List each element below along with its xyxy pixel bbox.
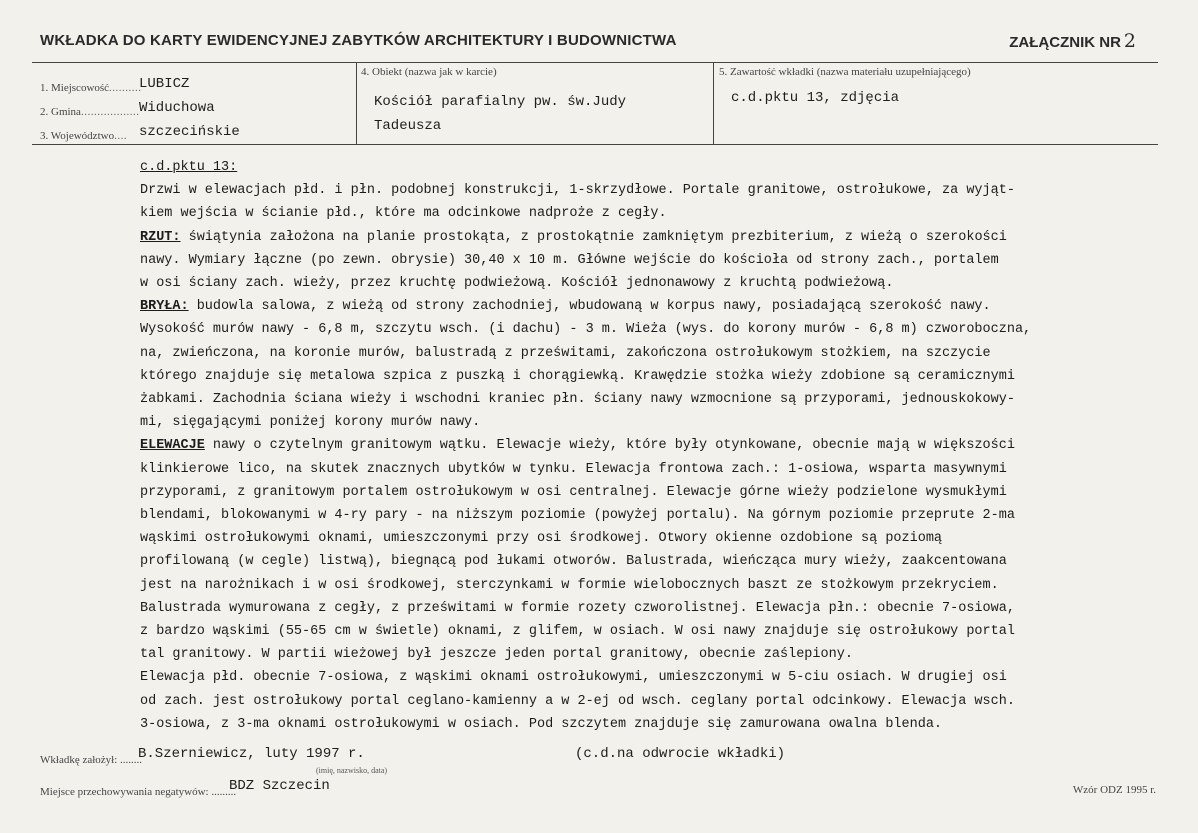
- locality-field: 1. Miejscowość..........: [40, 82, 142, 94]
- bryla-line: BRYŁA: budowla salowa, z wieżą od strony zachodniej, wbudowaną w korpus nawy, posiadającą szerokość nawy.: [140, 299, 991, 315]
- form-code: Wzór ODZ 1995 r.: [1072, 784, 1156, 796]
- commune-field: 2. Gmina..................: [40, 106, 140, 118]
- body-line: z bardzo wąskimi (55-65 cm w świetle) oknami, z glifem, w osiach. W osi nawy znajduje się ostrołukowy portal: [140, 624, 1015, 640]
- object-label: 4. Obiekt (nazwa jak w karcie): [361, 66, 497, 78]
- continued-note: (c.d.na odwrocie wkładki): [575, 746, 786, 762]
- negatives-label: Miejsce przechowywania negatywów:: [40, 786, 209, 798]
- body-line: profilowaną (w cegle) listwą), biegnącą pod łukami otworów. Balustrada, wieńcząca mury wieży, zaakcentowana: [140, 554, 1007, 570]
- author-label: Wkładkę założył:: [40, 754, 118, 766]
- voivodeship-field: 3. Województwo....: [40, 130, 128, 142]
- body-line: blendami, blokowanymi w 4-ry pary - na niższym poziomie (powyżej portalu). Na górnym poziomie przeprute 2-ma: [140, 508, 1015, 524]
- object-value-line-2: Tadeusza: [374, 118, 442, 134]
- column-divider-1: [356, 62, 357, 144]
- commune-label: 2. Gmina: [40, 106, 81, 118]
- elewacje-heading: ELEWACJE: [140, 438, 205, 454]
- body-line: wąskimi ostrołukowymi oknami, umieszczonymi przy osi środkowej. Otwory okienne ozdobione są poziomą: [140, 531, 943, 547]
- body-line: jest na narożnikach i w osi środkowej, sterczynkami w formie wielobocznych baszt ze stożkowym przekryciem.: [140, 577, 999, 593]
- top-divider: [32, 62, 1158, 63]
- negatives-value: BDZ Szczecin: [229, 778, 330, 794]
- voivodeship-label: 3. Województwo: [40, 130, 115, 142]
- body-line: mi, sięgającymi poniżej korony murów nawy.: [140, 415, 481, 431]
- body-line: 3-osiowa, z 3-ma oknami ostrołukowymi w osiach. Pod szczytem znajduje się zamurowana owalna blenda.: [140, 716, 943, 732]
- body-line: na, zwieńczona, na koronie murów, balustradą z prześwitami, zakończona ostrołukowym stożkiem, na szczycie: [140, 345, 991, 361]
- body-line: żabkami. Zachodnia ściana wieży i wschodni kraniec płn. ściany nawy wzmocnione są przyporami, jednouskokowy-: [140, 392, 1015, 408]
- form-title: WKŁADKA DO KARTY EWIDENCYJNEJ ZABYTKÓW ARCHITEKTURY I BUDOWNICTWA: [40, 32, 677, 49]
- locality-label: 1. Miejscowość: [40, 82, 110, 94]
- description-body: [140, 156, 1150, 736]
- object-value-line-1: Kościół parafialny pw. św.Judy: [374, 94, 627, 110]
- annex-label-text: ZAŁĄCZNIK NR: [1009, 34, 1121, 51]
- body-line: Wysokość murów nawy - 6,8 m, szczytu wsch. (i dachu) - 3 m. Wieża (wys. do korony murów - 6,8 m) czworoboczna,: [140, 322, 1032, 338]
- contents-label: 5. Zawartość wkładki (nazwa materiału uzupełniającego): [719, 66, 971, 78]
- body-line: nawy. Wymiary łączne (po zewn. obrysie) 30,40 x 10 m. Główne wejście do kościoła od strony zach., portalem: [140, 252, 999, 268]
- author-value: B.Szerniewicz, luty 1997 r.: [138, 746, 365, 762]
- author-field: Wkładkę założył: ........: [40, 754, 143, 766]
- negatives-field: Miejsce przechowywania negatywów: .........: [40, 786, 237, 798]
- body-line: przyporami, z granitowym portalem ostrołukowym w osi centralnej. Elewacje górne wieży podzielone wysmukłymi: [140, 484, 1007, 500]
- contents-value: c.d.pktu 13, zdjęcia: [731, 90, 900, 106]
- author-hint: (imię, nazwisko, data): [316, 766, 388, 775]
- body-line: klinkierowe lico, na skutek znacznych ubytków w tynku. Elewacja frontowa zach.: 1-osiowa, wsparta masywnymi: [140, 461, 1007, 477]
- elewacje-line: ELEWACJE nawy o czytelnym granitowym wątku. Elewacje wieży, które były otynkowane, obecnie mają w większości: [140, 438, 1015, 454]
- column-divider-2: [713, 62, 714, 144]
- bryla-heading: BRYŁA:: [140, 299, 189, 315]
- rzut-heading: RZUT:: [140, 229, 181, 245]
- annex-label: [1009, 30, 1136, 52]
- header-bottom-divider: [32, 144, 1158, 145]
- annex-number: 2: [1123, 30, 1136, 52]
- body-line: w osi ściany zach. wieży, przez kruchtę podwieżową. Kościół jednonawowy z kruchtą podwieżową.: [140, 276, 894, 292]
- body-line: Drzwi w elewacjach płd. i płn. podobnej konstrukcji, 1-skrzydłowe. Portale granitowe, ostrołukowe, za wyjąt-: [140, 183, 1015, 199]
- body-line: od zach. jest ostrołukowy portal ceglano-kamienny a w 2-ej od wsch. ceglany portal odcinkowy. Elewacja wsch.: [140, 693, 1015, 709]
- body-line: Elewacja płd. obecnie 7-osiowa, z wąskimi oknami ostrołukowymi, umieszczonymi w 5-ciu osiach. W drugiej osi: [140, 670, 1007, 686]
- body-line: którego znajduje się metalowa szpica z puszką i chorągiewką. Krawędzie stożka wieży zdobione są ceramicznymi: [140, 368, 1015, 384]
- section-heading: c.d.pktu 13:: [140, 160, 238, 175]
- commune-value: Widuchowa: [139, 100, 215, 116]
- locality-value: LUBICZ: [139, 76, 190, 92]
- body-line: kiem wejścia w ścianie płd., które ma odcinkowe nadproże z cegły.: [140, 206, 667, 222]
- voivodeship-value: szczecińskie: [139, 124, 240, 140]
- body-line: tal granitowy. W partii wieżowej był jeszcze jeden portal granitowy, obecnie zaślepiony.: [140, 647, 853, 663]
- body-line: Balustrada wymurowana z cegły, z prześwitami w formie rozety czworolistnej. Elewacja płn.: obecnie 7-osiowa,: [140, 600, 1015, 616]
- rzut-line: RZUT: świątynia założona na planie prostokąta, z prostokątnie zamkniętym prezbiterium, z wieżą o szerokości: [140, 229, 1007, 245]
